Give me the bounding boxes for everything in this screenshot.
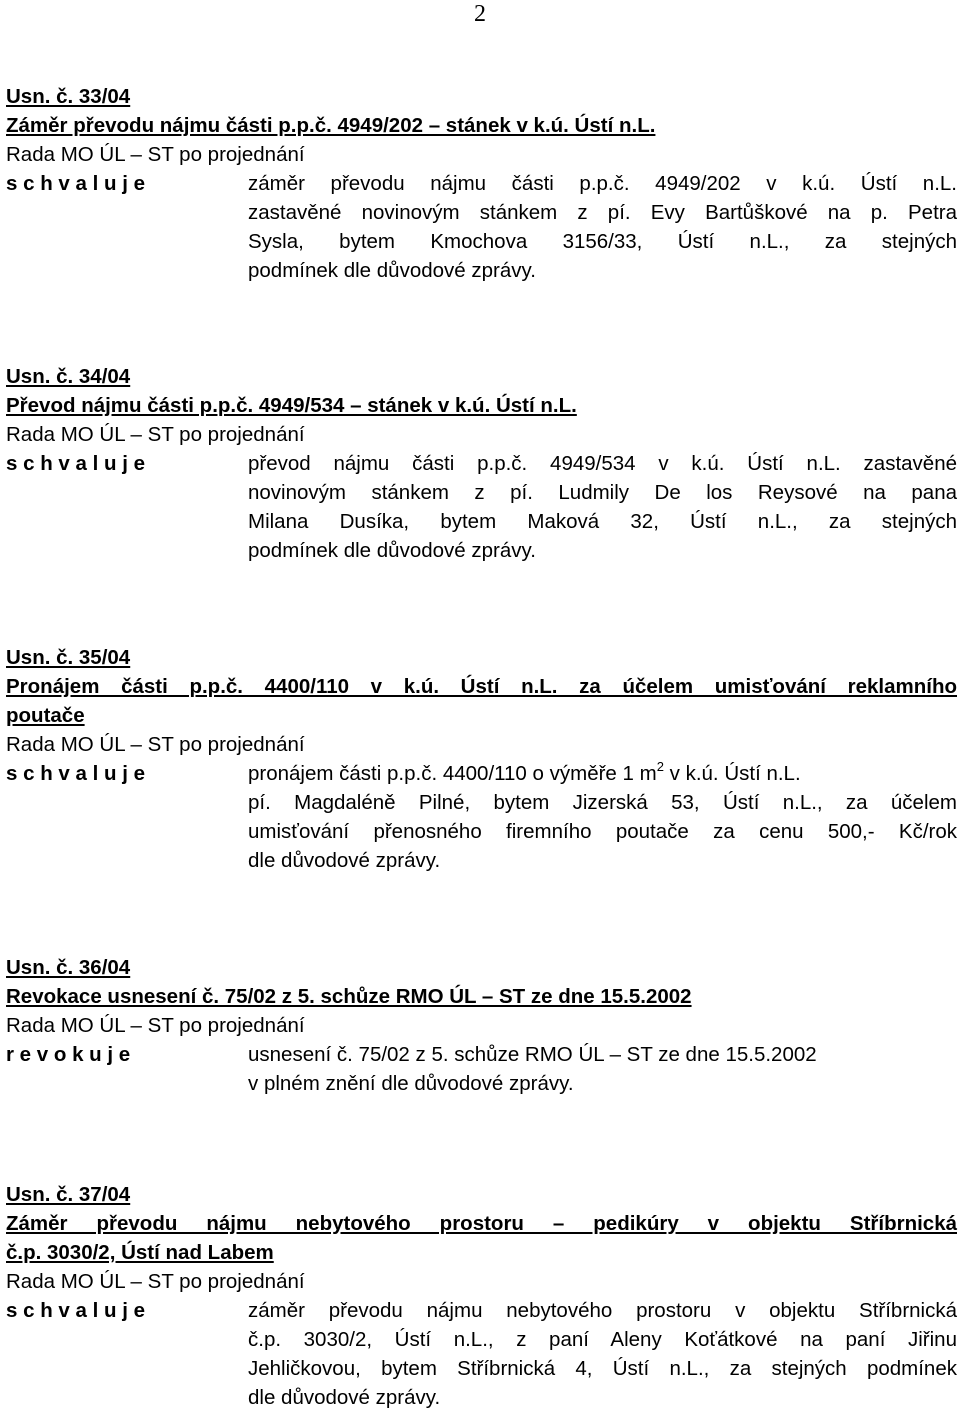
resolution-number: Usn. č. 37/04 <box>6 1183 131 1206</box>
resolution-number: Usn. č. 34/04 <box>6 365 131 388</box>
resolution-body: usnesení č. 75/02 z 5. schůze RMO ÚL – ST ze dne 15.5.2002 v plném znění dle důvodové zprávy. <box>248 1043 817 1095</box>
resolution-body: záměr převodu nájmu nebytového prostoru v objektu Stříbrnická č.p. 3030/2, Ústí n.L., z paní Aleny Koťátkové na paní Jiřinu Jehličkovou, bytem Stříbrnická 4, Ústí n.L., za stejných podmínek dle důvodové zprávy. <box>248 1299 957 1409</box>
resolution-body: záměr převodu nájmu části p.p.č. 4949/202 v k.ú. Ústí n.L. zastavěné novinovým stánkem z pí. Evy Bartůškové na p. Petra Sysla, bytem Kmochova 3156/33, Ústí n.L., za stejných podmínek dle důvodové zprávy. <box>248 172 957 282</box>
resolution-verb: s c h v a l u j e <box>6 452 146 475</box>
resolution-title-cont: č.p. 3030/2, Ústí nad Labem <box>6 1241 274 1264</box>
resolution-37 <box>6 1180 957 1412</box>
resolution-number: Usn. č. 35/04 <box>6 646 131 669</box>
resolution-33 <box>6 82 957 285</box>
council-phrase: Rada MO ÚL – ST po projednání <box>6 733 305 756</box>
resolution-title: Převod nájmu části p.p.č. 4949/534 – stánek v k.ú. Ústí n.L. <box>6 394 577 417</box>
council-phrase: Rada MO ÚL – ST po projednání <box>6 1270 305 1293</box>
resolution-verb: r e v o k u j e <box>6 1043 131 1066</box>
resolution-title: Pronájem části p.p.č. 4400/110 v k.ú. Ústí n.L. za účelem umisťování reklamního <box>6 675 957 698</box>
resolution-body: pronájem části p.p.č. 4400/110 o výměře 1 $m^2$ v k.ú. Ústí n.L. pí. Magdaléně Pilné, bytem Jizerská 53, Ústí n.L., za účelem umisťování přenosného firemního poutače za cenu 500,- Kč/rok dle důvodové zprávy. <box>248 759 957 872</box>
resolution-title: Revokace usnesení č. 75/02 z 5. schůze RMO ÚL – ST ze dne 15.5.2002 <box>6 985 692 1008</box>
resolution-number: Usn. č. 33/04 <box>6 85 131 108</box>
resolution-title-cont: poutače <box>6 704 85 727</box>
resolution-36 <box>6 953 957 1098</box>
resolution-verb: s c h v a l u j e <box>6 172 146 195</box>
resolution-title: Záměr převodu nájmu nebytového prostoru – pedikúry v objektu Stříbrnická <box>6 1212 957 1235</box>
resolution-34 <box>6 362 957 565</box>
page-number: 2 <box>474 1 486 27</box>
council-phrase: Rada MO ÚL – ST po projednání <box>6 423 305 446</box>
resolution-verb: s c h v a l u j e <box>6 1299 146 1322</box>
superscript: 2 <box>656 759 664 775</box>
resolution-35 <box>6 643 957 875</box>
resolution-body: převod nájmu části p.p.č. 4949/534 v k.ú. Ústí n.L. zastavěné novinovým stánkem z pí. Ludmily De los Reysové na pana Milana Dusíka, bytem Maková 32, Ústí n.L., za stejných podmínek dle důvodové zprávy. <box>248 452 957 562</box>
resolution-verb: s c h v a l u j e <box>6 762 146 785</box>
council-phrase: Rada MO ÚL – ST po projednání <box>6 1014 305 1037</box>
resolution-number: Usn. č. 36/04 <box>6 956 131 979</box>
resolution-title: Záměr převodu nájmu části p.p.č. 4949/202 – stánek v k.ú. Ústí n.L. <box>6 114 656 137</box>
council-phrase: Rada MO ÚL – ST po projednání <box>6 143 305 166</box>
